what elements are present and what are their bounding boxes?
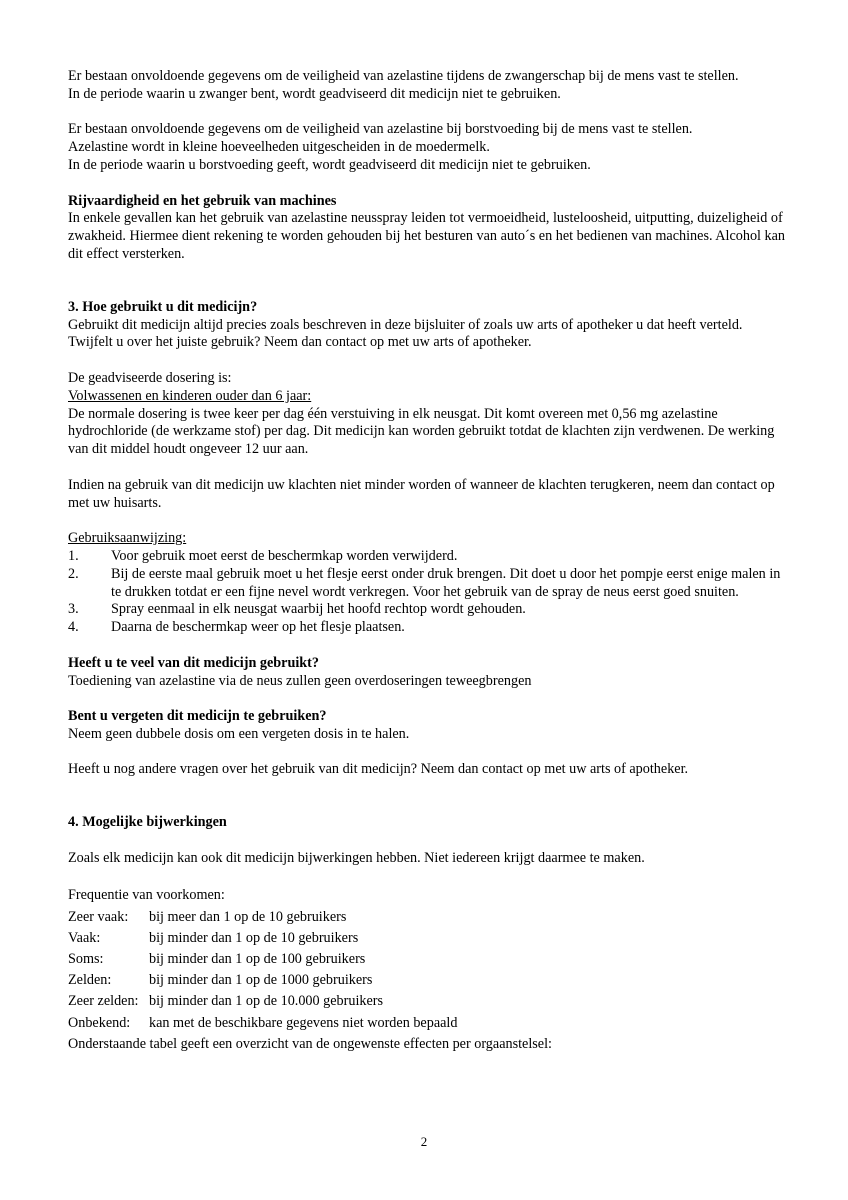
- step-text: Spray eenmaal in elk neusgat waarbij het hoofd rechtop wordt gehouden.: [111, 601, 526, 618]
- instruction-step: [68, 566, 788, 602]
- instruction-step: [68, 619, 788, 637]
- questions-text: Heeft u nog andere vragen over het gebruik van dit medicijn? Neem dan contact op met uw arts of apotheker.: [68, 761, 689, 778]
- frequency-row: [68, 970, 788, 991]
- frequency-definition: bij minder dan 1 op de 1000 gebruikers: [149, 972, 373, 989]
- frequency-definition: bij minder dan 1 op de 100 gebruikers: [149, 951, 366, 968]
- driving-text: In enkele gevallen kan het gebruik van azelastine neusspray leiden tot vermoeidheid, lusteloosheid, uitputting, duizeligheid of zwakheid. Hiermee dient rekening te worden gehouden bij het besturen van auto´s en het bedienen van machines. Alcohol kan dit effect versterken.: [68, 210, 786, 262]
- frequency-definition: bij meer dan 1 op de 10 gebruikers: [149, 908, 347, 925]
- frequency-row: [68, 949, 788, 970]
- frequency-label: Frequentie van voorkomen:: [68, 887, 225, 904]
- forgot-text: Neem geen dubbele dosis om een vergeten dosis in te halen.: [68, 725, 410, 742]
- frequency-term: Soms:: [68, 951, 104, 968]
- step-text: Voor gebruik moet eerst de beschermkap worden verwijderd.: [111, 547, 458, 564]
- section-4-intro: Zoals elk medicijn kan ook dit medicijn bijwerkingen hebben. Niet iedereen krijgt daarmee te maken.: [68, 849, 645, 866]
- step-number: 3.: [68, 601, 79, 618]
- breastfeeding-paragraph-2: Azelastine wordt in kleine hoeveelheden uitgescheiden in de moedermelk.: [68, 139, 490, 156]
- table-intro: Onderstaande tabel geeft een overzicht van de ongewenste effecten per orgaanstelsel:: [68, 1035, 552, 1052]
- frequency-row: [68, 1013, 788, 1034]
- step-text: Bij de eerste maal gebruik moet u het flesje eerst onder druk brengen. Dit doet u door het pompje eerst enige malen in te drukken totdat er een fijne nevel wordt verkregen. Voor het gebruik van de spray de neus eerst goed snuiten.: [111, 565, 781, 600]
- frequency-term: Onbekend:: [68, 1014, 131, 1031]
- frequency-row: [68, 907, 788, 928]
- overdose-heading: Heeft u te veel van dit medicijn gebruikt?: [68, 654, 320, 671]
- frequency-definition: kan met de beschikbare gegevens niet worden bepaald: [149, 1014, 458, 1031]
- frequency-term: Zeer zelden:: [68, 993, 139, 1010]
- frequency-term: Zeer vaak:: [68, 908, 129, 925]
- pregnancy-paragraph-1: Er bestaan onvoldoende gegevens om de veiligheid van azelastine tijdens de zwangerschap bij de mens vast te stellen.: [68, 68, 739, 84]
- breastfeeding-paragraph-1: Er bestaan onvoldoende gegevens om de veiligheid van azelastine bij borstvoeding bij de mens vast te stellen.: [68, 121, 693, 138]
- frequency-row: [68, 991, 788, 1012]
- instructions-label: Gebruiksaanwijzing:: [68, 530, 187, 547]
- step-number: 4.: [68, 619, 79, 636]
- instruction-step: [68, 548, 788, 566]
- dose-label: De geadviseerde dosering is:: [68, 369, 232, 386]
- document-page: [68, 68, 788, 1055]
- instruction-step: [68, 601, 788, 619]
- frequency-definition: bij minder dan 1 op de 10.000 gebruikers: [149, 993, 384, 1010]
- frequency-definition: bij minder dan 1 op de 10 gebruikers: [149, 929, 359, 946]
- frequency-term: Zelden:: [68, 972, 112, 989]
- instructions-list: [68, 548, 788, 637]
- frequency-term: Vaak:: [68, 929, 101, 946]
- dose-text: De normale dosering is twee keer per dag één verstuiving in elk neusgat. Dit komt overeen met 0,56 mg azelastine hydrochloride (de werkzame stof) per dag. Dit medicijn kan worden gebruikt totdat de klachten zijn verdwenen. De werking van dit middel houdt ongeveer 12 uur aan.: [68, 405, 775, 458]
- breastfeeding-paragraph-3: In de periode waarin u borstvoeding geeft, wordt geadviseerd dit medicijn niet te gebruiken.: [68, 156, 591, 173]
- page-number: 2: [420, 1134, 428, 1149]
- step-text: Daarna de beschermkap weer op het flesje plaatsen.: [111, 619, 405, 636]
- driving-heading: Rijvaardigheid en het gebruik van machines: [68, 192, 337, 209]
- step-number: 2.: [68, 565, 79, 582]
- complaints-text: Indien na gebruik van dit medicijn uw klachten niet minder worden of wanneer de klachten terugkeren, neem dan contact op met uw huisarts.: [68, 476, 775, 511]
- frequency-list: [68, 885, 788, 1055]
- frequency-row: [68, 928, 788, 949]
- section-4-heading: 4. Mogelijke bijwerkingen: [68, 814, 227, 831]
- step-number: 1.: [68, 547, 79, 564]
- pregnancy-paragraph-2: In de periode waarin u zwanger bent, wordt geadviseerd dit medicijn niet te gebruiken.: [68, 85, 561, 102]
- section-3-heading: 3. Hoe gebruikt u dit medicijn?: [68, 298, 258, 315]
- overdose-text: Toediening van azelastine via de neus zullen geen overdoseringen teweegbrengen: [68, 672, 532, 689]
- section-3-intro: Gebruikt dit medicijn altijd precies zoals beschreven in deze bijsluiter of zoals uw arts of apotheker u dat heeft verteld. Twijfelt u over het juiste gebruik? Neem dan contact op met uw arts of apotheker.: [68, 316, 743, 351]
- adults-label: Volwassenen en kinderen ouder dan 6 jaar:: [68, 387, 312, 404]
- forgot-heading: Bent u vergeten dit medicijn te gebruiken?: [68, 708, 327, 725]
